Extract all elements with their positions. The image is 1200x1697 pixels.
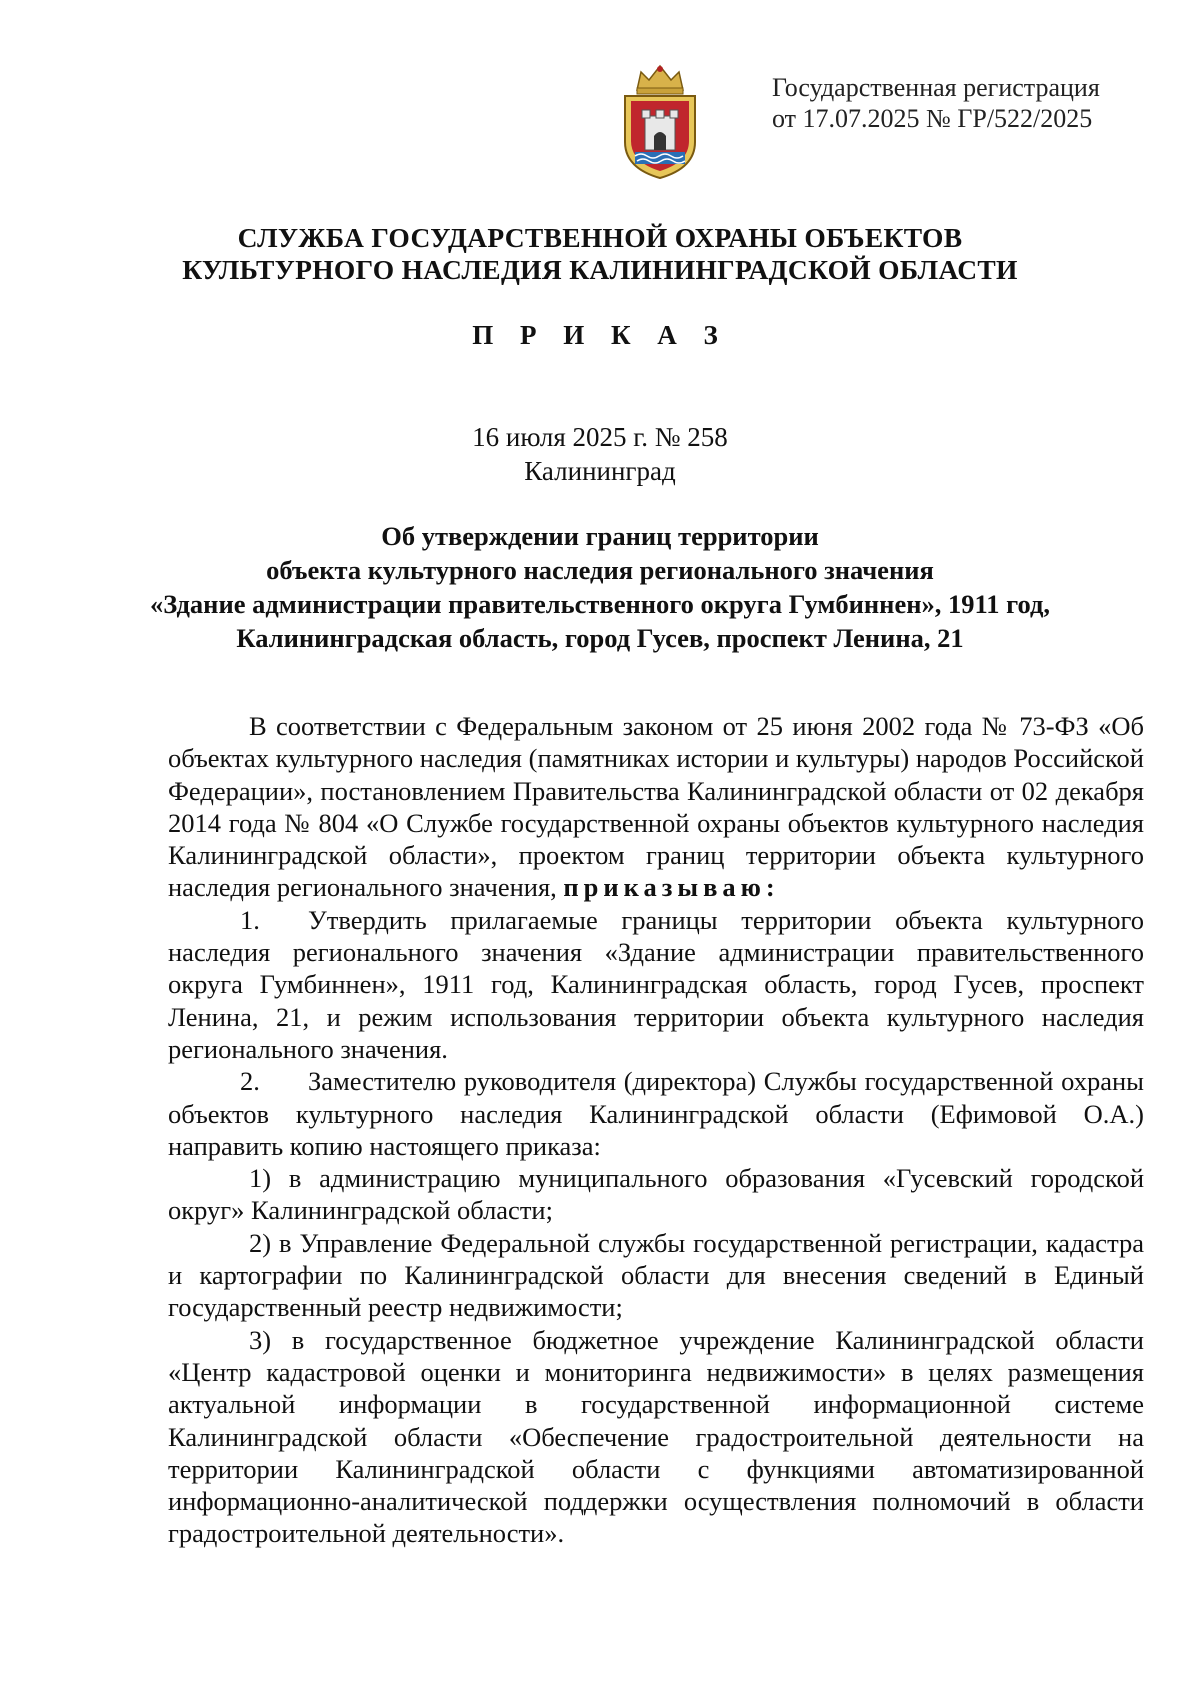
- item-1-text: Утвердить прилагаемые границы территории объекта культурного наследия регионального значения «Здание администрации правительственного округа Гумбиннен», 1911 год, Калининградская область, город Гусев, проспект Ленина, 21, и режим использования территории объекта культурного наследия регионального значения.: [168, 904, 1144, 1064]
- sub-item-3: 3) в государственное бюджетное учреждение Калининградской области «Центр кадастровой оценки и мониторинга недвижимости» в целях размещения актуальной информации в государственной информационной системе Калининградской области «Обеспечение градостроительной деятельности на территории Калининградской области с функциями автоматизированной информационно-аналитической поддержки осуществления полномочий в области градостроительной деятельности».: [168, 1324, 1144, 1549]
- date-number: 16 июля 2025 г. № 258: [472, 422, 728, 452]
- item-1-number: 1.: [240, 904, 260, 935]
- item-2-text: Заместителю руководителя (директора) Службы государственной охраны объектов культурного наследия Калининградской области (Ефимовой О.А.) направить копию настоящего приказа:: [168, 1066, 1144, 1161]
- document-subject: [0, 519, 1200, 655]
- coat-of-arms-icon: [615, 64, 705, 180]
- registration-stamp: [772, 72, 1172, 134]
- subject-line-1: Об утверждении границ территории: [381, 521, 819, 551]
- item-2: [168, 1065, 1144, 1162]
- preamble-text: В соответствии с Федеральным законом от 25 июня 2002 года № 73-ФЗ «Об объектах культурного наследия (памятниках истории и культуры) народов Российской Федерации», постановлением Правительства Калининградской области от 02 декабря 2014 года № 804 «О Службе государственной охраны объектов культурного наследия Калининградской области», проектом границ территории объекта культурного наследия регионального значения,: [168, 711, 1144, 903]
- agency-name: [0, 222, 1200, 286]
- subject-line-3: «Здание администрации правительственного округа Гумбиннен», 1911 год,: [149, 589, 1051, 619]
- order-word: приказываю:: [563, 872, 780, 903]
- document-body: [168, 710, 1144, 1550]
- agency-name-line-2: КУЛЬТУРНОГО НАСЛЕДИЯ КАЛИНИНГРАДСКОЙ ОБЛАСТИ: [182, 254, 1018, 285]
- agency-name-line-1: СЛУЖБА ГОСУДАРСТВЕННОЙ ОХРАНЫ ОБЪЕКТОВ: [237, 222, 963, 253]
- registration-line-2: от 17.07.2025 № ГР/522/2025: [772, 104, 1093, 133]
- subject-line-4: Калининградская область, город Гусев, проспект Ленина, 21: [236, 623, 964, 653]
- sub-item-2: 2) в Управление Федеральной службы государственной регистрации, кадастра и картографии по Калининградской области для внесения сведений в Единый государственный реестр недвижимости;: [168, 1227, 1144, 1323]
- preamble: [168, 710, 1144, 904]
- document-type: П Р И К А З: [472, 320, 728, 350]
- document-date-place: [0, 420, 1200, 488]
- sub-item-1: 1) в администрацию муниципального образования «Гусевский городской округ» Калининградской области;: [168, 1163, 1144, 1226]
- subject-line-2: объекта культурного наследия регионального значения: [266, 555, 934, 585]
- item-2-number: 2.: [240, 1066, 260, 1097]
- city: Калининград: [524, 456, 676, 486]
- registration-line-1: Государственная регистрация: [772, 73, 1100, 102]
- item-1: [168, 904, 1144, 1065]
